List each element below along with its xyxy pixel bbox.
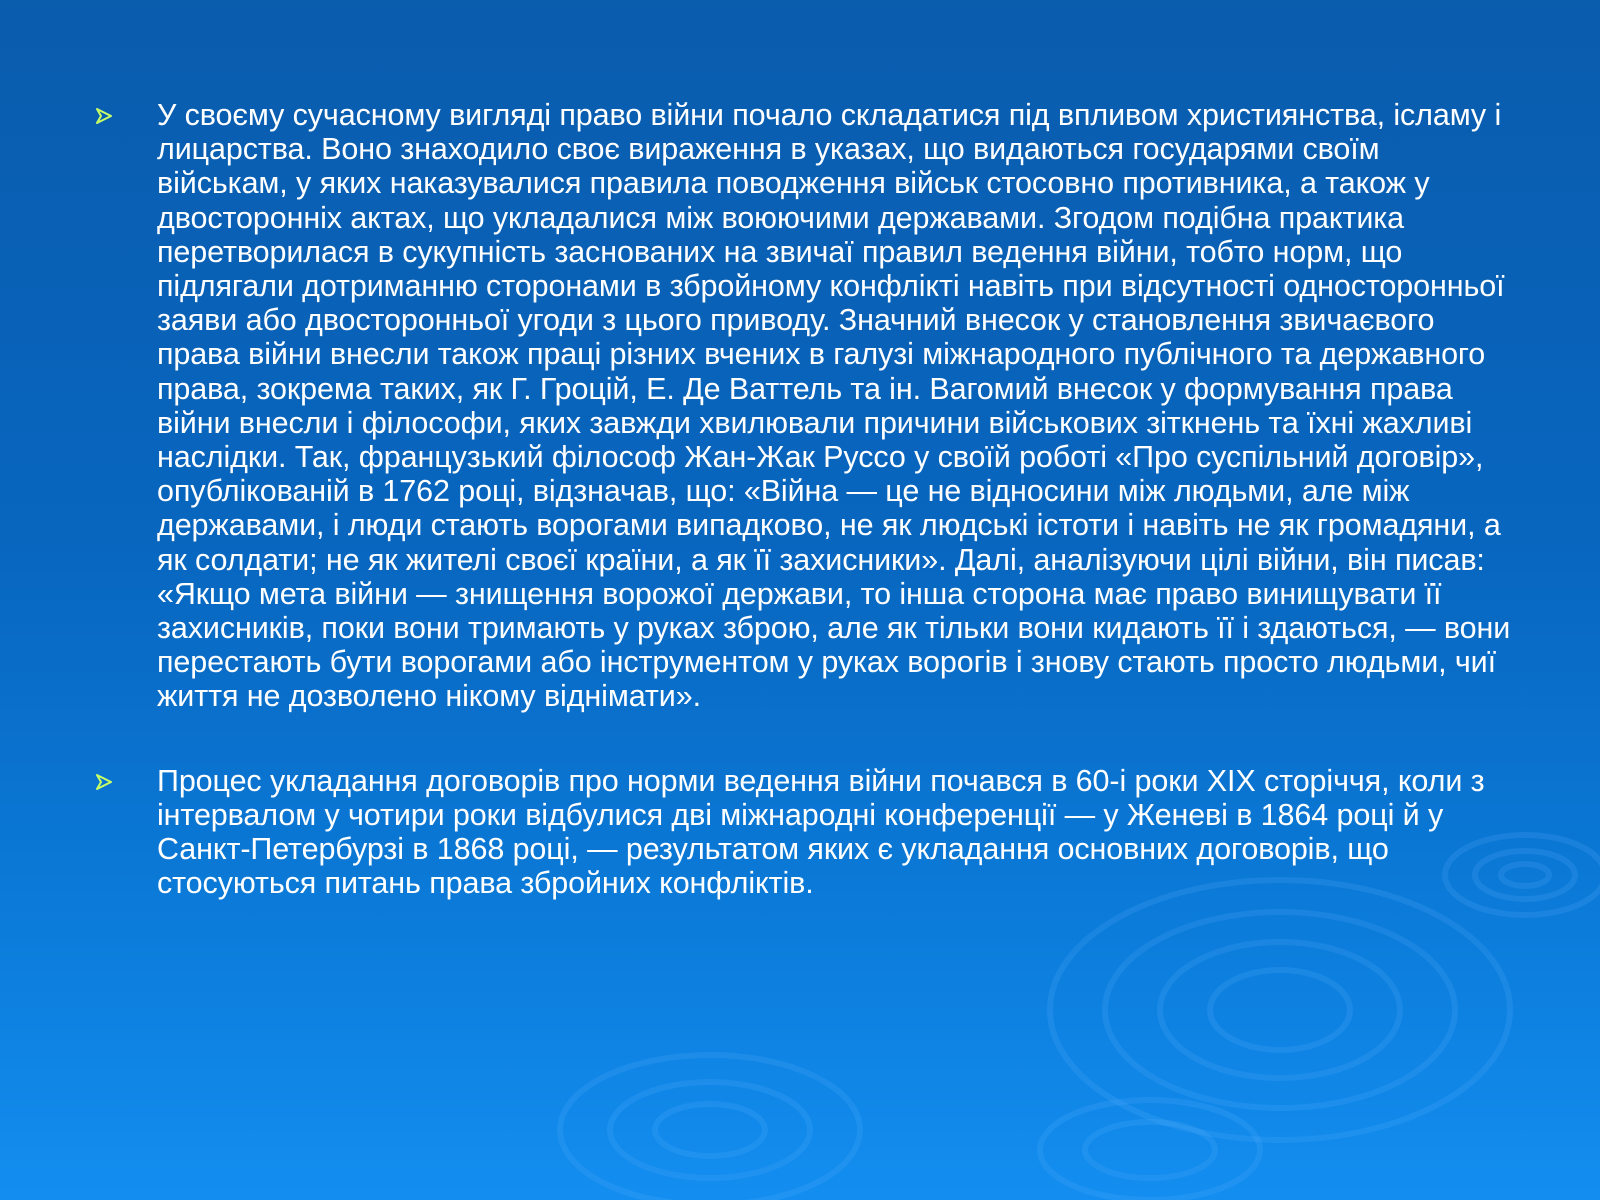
bullet-text: Процес укладання договорів про норми ведення війни почався в 60-і роки XIX сторіччя, коли з інтервалом у чотири роки відбулися дві міжнародні конференції — у Женеві в 1864 році й у Санкт-Петербурзі в 1868 році, — результатом яких є укладання основних договорів, що стосуються питань права збройних конфліктів. [157, 763, 1485, 901]
arrow-bullet-icon [95, 108, 113, 124]
bullet-text: У своєму сучасному вигляді право війни почало складатися під впливом християнства, ісламу і лицарства. Воно знаходило своє вираження в указах, що видаються государями своїм військам, у яких наказувалися правила поводження військ стосовно противника, а також у двосторонніх актах, що укладалися між воюючими державами. Згодом подібна практика перетворилася в сукупність заснованих на звичаї правил ведення війни, тобто норм, що підлягали дотриманню сторонами в збройному конфлікті навіть при відсутності односторонньої заяви або двосторонньої угоди з цього приводу. Значний внесок у становлення звичаєвого права війни внесли також праці різних вчених в галузі міжнародного публічного та державного права, зокрема таких, як Г. Гроцій, Е. Де Ваттель та ін. Вагомий внесок у формування права війни внесли і філософи, яких завжди хвилювали причини військових зіткнень та їхні жахливі наслідки. Так, французький філософ Жан-Жак Руссо у своїй роботі «Про суспільний договір», опублікованій в 1762 році, відзначав, що: «Війна — це не відносини між людьми, але між державами, і люди стають ворогами випадково, не як людські істоти і навіть не як громадяни, а як солдати; не як жителі своєї країни, а як її захисники». Далі, аналізуючи цілі війни, він писав: «Якщо мета війни — знищення ворожої держави, то інша сторона має право винищувати її захисників, поки вони тримають у руках зброю, але як тільки вони кидають її і здаються, — вони перестають бути ворогами або інструментом у руках ворогів і знову стають просто людьми, чиї життя не дозволено нікому віднімати». [157, 98, 1511, 714]
bullet-item [95, 98, 1515, 714]
bullet-item [95, 764, 1515, 901]
slide-body [95, 98, 1515, 900]
arrow-bullet-icon [95, 774, 113, 790]
